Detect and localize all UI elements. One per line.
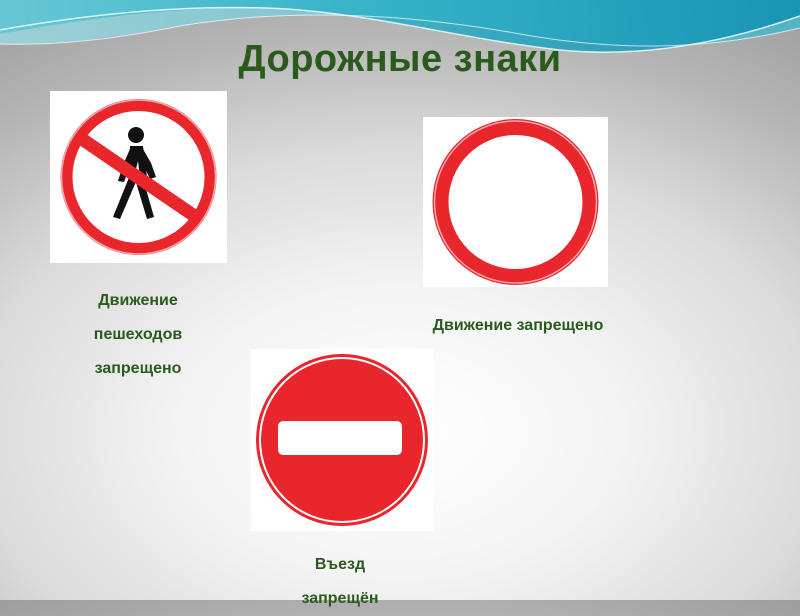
caption-line: Движение	[98, 292, 178, 309]
slide-title: Дорожные знаки	[238, 38, 562, 80]
caption-line: Въезд	[314, 556, 366, 573]
no-pedestrians-sign-icon	[50, 91, 227, 263]
caption-line: запрещено	[94, 360, 182, 377]
caption-no-entry	[260, 548, 420, 616]
no-entry-sign-icon	[251, 349, 433, 531]
caption-no-pedestrians	[58, 284, 218, 386]
no-vehicles-sign-icon	[423, 117, 608, 287]
caption-line: пешеходов	[93, 326, 183, 343]
caption-line: запрещён	[301, 590, 379, 607]
caption-line: Движение запрещено	[432, 317, 604, 334]
caption-no-vehicles	[398, 309, 638, 343]
